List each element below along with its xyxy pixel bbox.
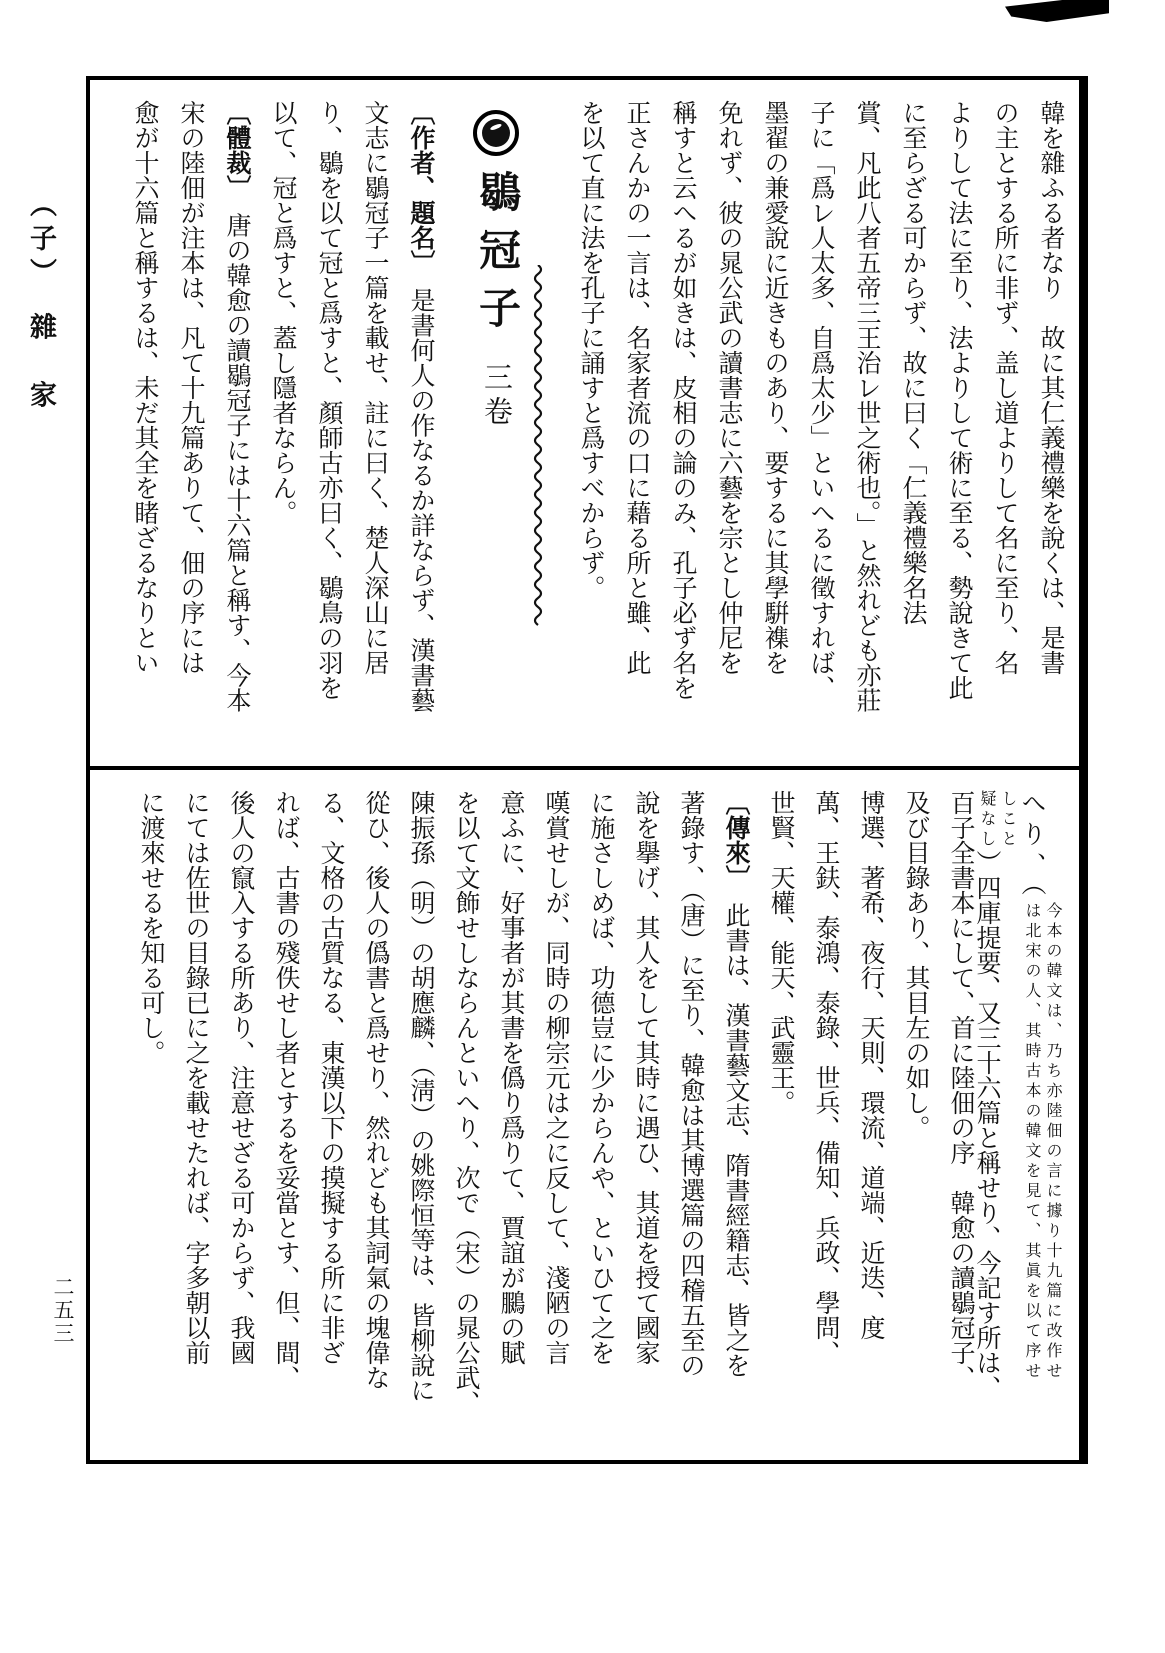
column-text: 是書何人の作なるか詳ならず、漢書藝 — [407, 262, 434, 713]
column-text: 及び目錄あり、其目左の如し。 — [902, 790, 929, 1140]
section-heading: 〔作者、題名〕 — [407, 100, 434, 263]
column-text: 百子全書本にして、首に陸佃の序 韓愈の讀鶡冠子、 — [947, 790, 974, 1390]
text-column — [925, 100, 971, 754]
margin-category-label: （子） 雜 家 — [26, 190, 56, 415]
column-text: 稱すと云へるが如きは、皮相の論のみ、孔子必ず名を — [669, 100, 696, 700]
column-text: り、鶡を以て冠と爲すと、顏師古亦曰く、鶡鳥の羽を — [315, 100, 342, 700]
column-text: 著錄す、（唐）に至り、韓愈は其博選篇の四稽五至の — [677, 790, 704, 1378]
column-text: 博選、著希、夜行、天則、環流、道端、近迭、度 — [857, 790, 884, 1340]
text-column — [695, 100, 741, 754]
column-text: 文志に鶡冠子一篇を載せ、註に曰く、楚人深山に居 — [361, 100, 388, 675]
text-column — [523, 790, 568, 1448]
column-text: 唐の韓愈の讀鶡冠子には十六篇と稱す、今本 — [223, 187, 250, 713]
column-text: 子に「爲レ人太多、自爲太少」といへるに徵すれば、 — [807, 100, 834, 700]
column-text: 宋の陸佃が注本は、凡て十九篇ありて、佃の序には — [177, 100, 204, 675]
column-text: る、文格の古質なる、東漢以下の摸擬する所に非ざ — [317, 790, 344, 1365]
text-column — [838, 790, 883, 1448]
scan-corner-artifact — [1005, 0, 1109, 22]
column-text: 從ひ、後人の僞書と爲せり、然れども其詞氣の塊偉な — [362, 790, 389, 1390]
text-column — [157, 100, 203, 754]
column-text: を以て直に法を孔子に誦すと爲すべからず。 — [577, 100, 604, 600]
column-text: よりして法に至り、法よりして術に至る、勢說きて此 — [945, 100, 972, 700]
text-column — [557, 100, 603, 754]
page-number: 二五三 — [51, 1276, 75, 1345]
column-text: 世賢、天權、能天、武靈王。 — [767, 790, 794, 1115]
text-column — [163, 790, 208, 1448]
text-column — [341, 100, 387, 754]
entry-volume-label: 三卷 — [480, 362, 512, 430]
column-text: 愈が十六篇と稱するは、未だ其全を睹ざるなりとい — [131, 100, 158, 675]
lower-text-block — [96, 790, 1063, 1448]
text-column — [478, 790, 523, 1448]
upper-text-block — [96, 100, 1063, 754]
section-mark-icon — [473, 110, 519, 156]
column-text: の主とする所に非ず、盖し道よりして名に至り、名 — [991, 100, 1018, 675]
annotation-lead-text: へり、（ — [1018, 790, 1045, 902]
column-text: 以て、冠と爲すと、蓋し隱者ならん。 — [269, 100, 296, 525]
upper-text-band — [90, 80, 1079, 770]
wavy-divider-rule — [519, 100, 557, 754]
text-column — [928, 790, 973, 1448]
text-column — [387, 100, 433, 754]
text-frame — [86, 76, 1088, 1464]
inline-split-annotation — [976, 790, 1018, 850]
text-column — [1017, 100, 1063, 754]
text-column — [388, 790, 433, 1448]
column-text: 萬、王鈇、泰鴻、泰錄、世兵、備知、兵政、學問、 — [812, 790, 839, 1365]
text-column — [649, 100, 695, 754]
text-column — [249, 100, 295, 754]
annotation-left-line: は北宋の人、其時古本の韓文を見て、其眞を以て序せ — [1023, 901, 1040, 1382]
text-column — [203, 100, 249, 754]
text-column — [433, 790, 478, 1448]
column-text: 免れず、彼の晁公武の讀書志に六藝を宗とし仲尼を — [715, 100, 742, 675]
inline-split-annotation — [1021, 902, 1063, 1382]
column-text: 後人の竄入する所あり、注意せざる可からず、我國 — [227, 790, 254, 1365]
text-column — [833, 100, 879, 754]
annotation-left-line: 疑なし — [978, 790, 995, 850]
lower-text-band — [90, 770, 1079, 1460]
text-column — [793, 790, 838, 1448]
column-text: 說を擧げ、其人をして其時に遇ひ、其道を授て國家 — [632, 790, 659, 1365]
column-text: 意ふに、好事者が其書を僞り爲りて、賈誼が鵩の賦 — [497, 790, 524, 1365]
entry-title: 鶡冠子 — [473, 170, 519, 344]
text-column — [613, 790, 658, 1448]
column-text: 賞、凡此八者五帝三王治レ世之術也。」と然れども亦莊 — [853, 100, 880, 713]
text-column — [787, 100, 833, 754]
annotation-right-line: しこと — [999, 790, 1016, 850]
text-column — [118, 790, 163, 1448]
text-column — [971, 100, 1017, 754]
column-text: に渡來せるを知る可し。 — [137, 790, 164, 1065]
entry-title-column — [433, 100, 519, 754]
column-text: を以て文飾せしならんといへり、次で（宋）の晁公武、 — [452, 790, 479, 1415]
section-heading: 〔體裁〕 — [223, 100, 250, 188]
column-text: れば、古書の殘佚せし者とするを妥當とす、但、間、 — [272, 790, 299, 1390]
annotation-right-line: 今本の韓文は、乃ち亦陸佃の言に據り十九篇に改作せ — [1044, 901, 1061, 1382]
text-column — [343, 790, 388, 1448]
text-column — [883, 790, 928, 1448]
text-column — [208, 790, 253, 1448]
column-text: にては佐世の目錄已に之を載せたれば、字多朝以前 — [182, 790, 209, 1365]
text-column — [748, 790, 793, 1448]
column-text: 墨翟の兼愛說に近きものあり、要するに其學騈襍を — [761, 100, 788, 675]
column-text: に施さしめば、功德豈に少からんや、といひて之を — [587, 790, 614, 1365]
text-column — [568, 790, 613, 1448]
text-column — [879, 100, 925, 754]
column-text: 正さんかの一言は、名家者流の口に藉る所と雖、此 — [623, 100, 650, 675]
text-column — [973, 790, 1018, 1448]
section-heading: 〔傳來〕 — [722, 790, 749, 878]
text-column — [658, 790, 703, 1448]
text-column — [298, 790, 343, 1448]
column-text: 嘆賞せしが、同時の柳宗元は之に反して、淺陋の言 — [542, 790, 569, 1365]
column-text: 韓を雜ふる者なり 故に其仁義禮樂を說くは、是書 — [1037, 100, 1064, 675]
column-text: に至らざる可からず、故に曰く「仁義禮樂名法 — [899, 100, 926, 625]
text-column — [111, 100, 157, 754]
text-column — [253, 790, 298, 1448]
column-text: ）四庫提要、又三十六篇と稱せり、今記す所は、 — [973, 850, 1000, 1400]
text-column — [1018, 790, 1063, 1448]
text-column — [295, 100, 341, 754]
text-column — [703, 790, 748, 1448]
text-column — [741, 100, 787, 754]
text-column — [603, 100, 649, 754]
column-text: 此書は、漢書藝文志、隋書經籍志、皆之を — [722, 877, 749, 1378]
column-text: 陳振孫（明）の胡應麟、（淸）の姚際恒等は、皆柳說に — [407, 790, 434, 1403]
